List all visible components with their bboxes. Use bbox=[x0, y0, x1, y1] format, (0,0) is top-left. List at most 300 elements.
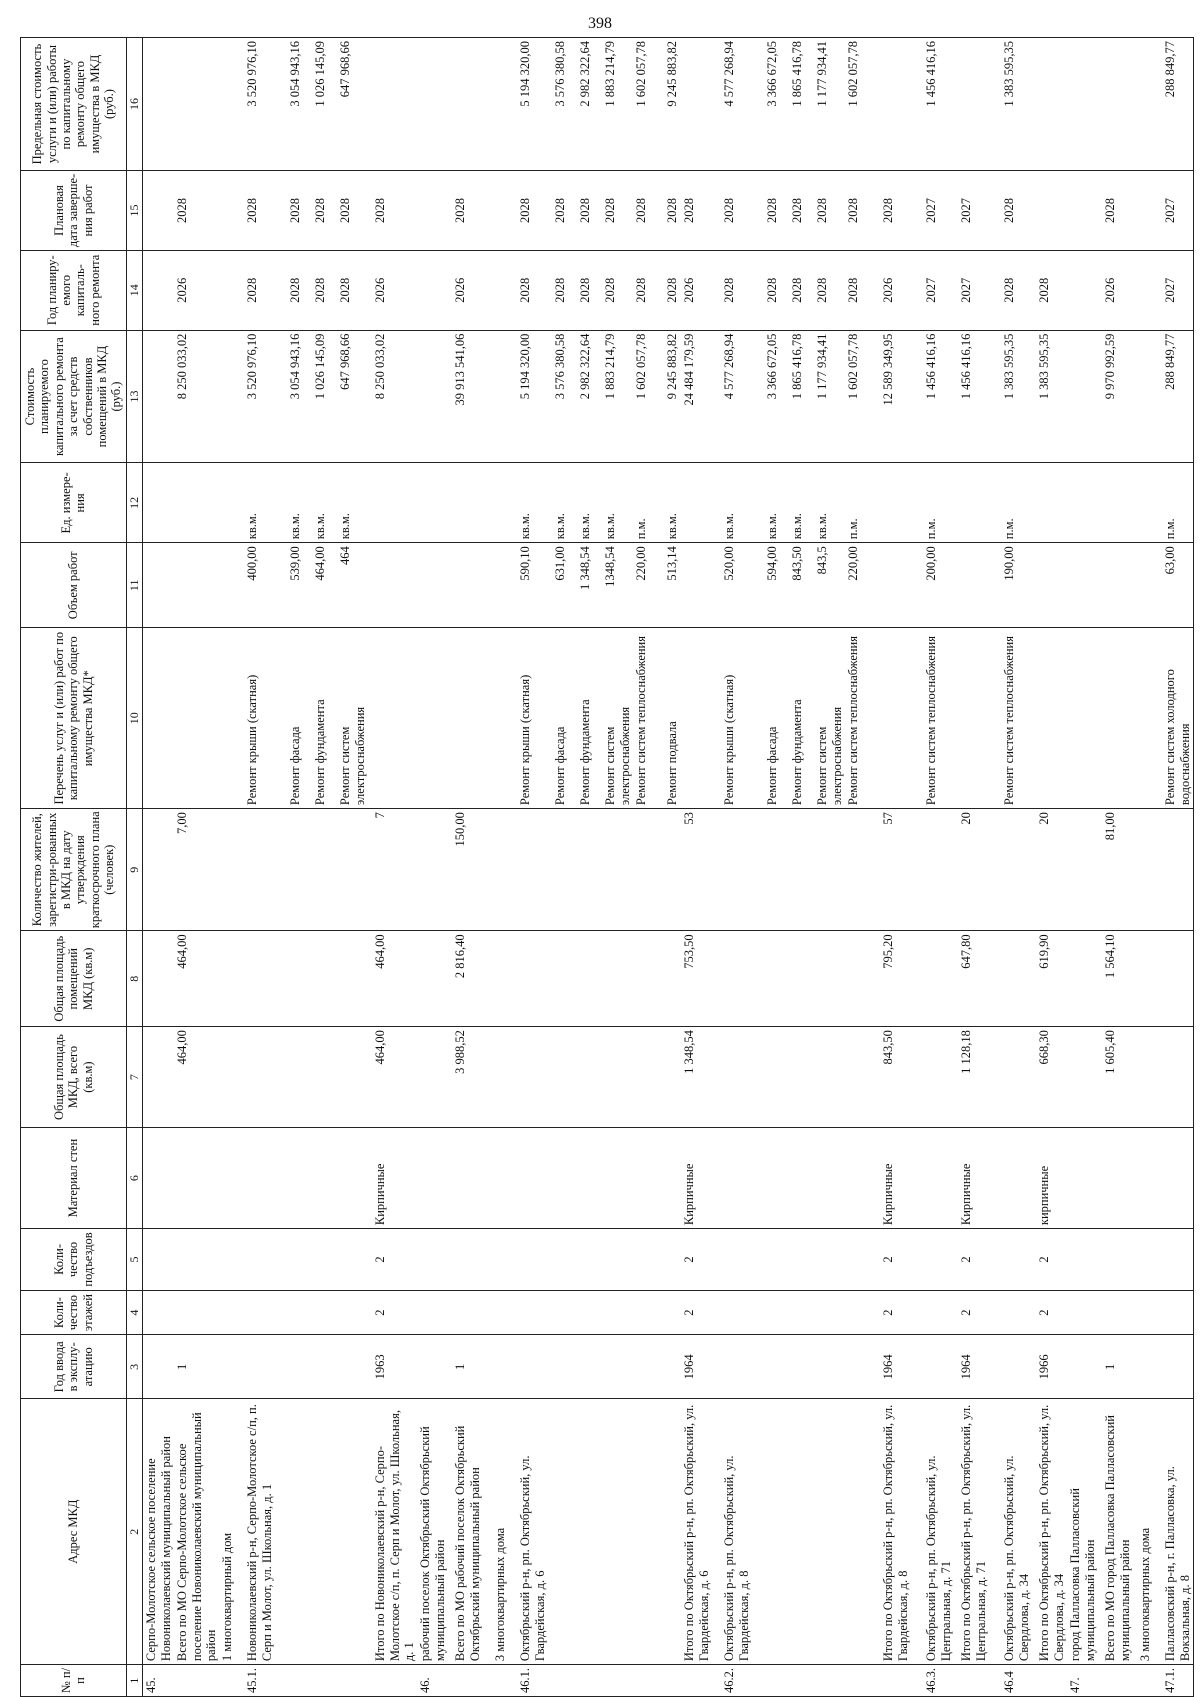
table-cell: 1 602 057,78 bbox=[633, 330, 664, 463]
table-cell: 1 348,54 bbox=[681, 1027, 721, 1128]
table-cell bbox=[1137, 1128, 1162, 1229]
column-number-cell: 3 bbox=[126, 1335, 143, 1399]
table-cell: 2027 bbox=[923, 171, 958, 251]
table-row bbox=[372, 38, 417, 1697]
table-cell: 47.1. bbox=[1162, 1665, 1194, 1697]
table-cell: п.м. bbox=[845, 463, 880, 543]
table-cell: Ремонт фасада bbox=[764, 628, 789, 809]
table-row bbox=[764, 38, 789, 1697]
table-cell: 12 589 349,95 bbox=[880, 330, 923, 463]
table-cell bbox=[552, 1665, 577, 1697]
table-cell: кв.м. bbox=[789, 463, 814, 543]
header-row bbox=[21, 38, 127, 1697]
table-cell bbox=[1162, 1335, 1194, 1399]
table-cell: 1 многоквартирный дом bbox=[219, 1399, 244, 1665]
table-cell bbox=[219, 330, 244, 463]
table-cell bbox=[721, 1027, 764, 1128]
header-cell: Коли-чество подъездов bbox=[21, 1229, 127, 1291]
header-cell: Год планиру-емого капиталь-ного ремонта bbox=[21, 250, 127, 330]
table-cell bbox=[1137, 463, 1162, 543]
table-cell bbox=[923, 1290, 958, 1335]
table-cell: кв.м. bbox=[721, 463, 764, 543]
table-cell bbox=[219, 1229, 244, 1291]
table-cell: 1 456 416,16 bbox=[958, 330, 1001, 463]
table-cell: 1 602 057,78 bbox=[845, 330, 880, 463]
table-cell: 2028 bbox=[337, 250, 372, 330]
table-row bbox=[681, 38, 721, 1697]
table-cell bbox=[633, 1399, 664, 1665]
table-cell bbox=[789, 1399, 814, 1665]
table-cell: 843,50 bbox=[789, 543, 814, 628]
table-cell bbox=[1102, 543, 1137, 628]
table-cell: 2 982 322,64 bbox=[577, 330, 602, 463]
table-cell: 5 194 320,00 bbox=[517, 330, 552, 463]
table-cell bbox=[845, 1290, 880, 1335]
table-cell bbox=[602, 1290, 633, 1335]
table-cell bbox=[337, 1399, 372, 1665]
table-cell: 46.3. bbox=[923, 1665, 958, 1697]
table-cell bbox=[789, 1290, 814, 1335]
table-cell bbox=[814, 931, 845, 1027]
table-cell: 2 816,40 bbox=[452, 931, 492, 1027]
table-cell: 46.4 bbox=[1001, 1665, 1036, 1697]
table-cell bbox=[789, 1128, 814, 1229]
table-cell bbox=[633, 1665, 664, 1697]
table-cell: 46.2. bbox=[721, 1665, 764, 1697]
table-cell bbox=[517, 1027, 552, 1128]
table-cell: 2028 bbox=[602, 171, 633, 251]
table-cell bbox=[602, 1027, 633, 1128]
table-cell: Ремонт систем электроснабжения bbox=[337, 628, 372, 809]
column-number-cell: 5 bbox=[126, 1229, 143, 1291]
table-cell bbox=[764, 809, 789, 931]
table-cell: Ремонт систем холодного водоснабжения bbox=[1162, 628, 1194, 809]
table-cell: кв.м. bbox=[764, 463, 789, 543]
table-cell: 3 многоквартирных дома bbox=[492, 1399, 517, 1665]
table-cell bbox=[845, 1399, 880, 1665]
table-cell: п.м. bbox=[1162, 463, 1194, 543]
table-cell bbox=[417, 250, 452, 330]
table-cell bbox=[1137, 38, 1162, 171]
table-cell: 1 602 057,78 bbox=[633, 38, 664, 171]
table-row bbox=[577, 38, 602, 1697]
table-cell bbox=[1137, 1229, 1162, 1291]
table-cell: Ремонт крыши (скатная) bbox=[517, 628, 552, 809]
table-cell: Ремонт систем электроснабжения bbox=[814, 628, 845, 809]
table-cell bbox=[219, 931, 244, 1027]
table-cell: 20 bbox=[1036, 809, 1067, 931]
table-cell: 1 177 934,41 bbox=[814, 38, 845, 171]
table-cell bbox=[244, 931, 287, 1027]
table-cell: кв.м. bbox=[517, 463, 552, 543]
table-cell bbox=[492, 1229, 517, 1291]
table-row bbox=[244, 38, 287, 1697]
table-cell bbox=[633, 1290, 664, 1335]
table-cell bbox=[287, 1229, 312, 1291]
table-cell: 2027 bbox=[1162, 171, 1194, 251]
table-cell bbox=[577, 1335, 602, 1399]
table-cell: п.м. bbox=[633, 463, 664, 543]
table-cell bbox=[814, 1290, 845, 1335]
table-cell: 8 250 033,02 bbox=[174, 330, 219, 463]
table-cell: Ремонт систем теплоснабжения bbox=[633, 628, 664, 809]
table-cell bbox=[417, 628, 452, 809]
table-cell bbox=[174, 543, 219, 628]
table-cell: 190,00 bbox=[1001, 543, 1036, 628]
table-row bbox=[219, 38, 244, 1697]
table-cell bbox=[174, 1290, 219, 1335]
table-cell: 1 605,40 bbox=[1102, 1027, 1137, 1128]
table-cell bbox=[1001, 1027, 1036, 1128]
table-cell bbox=[1036, 1665, 1067, 1697]
table-row bbox=[312, 38, 337, 1697]
table-cell bbox=[143, 931, 174, 1027]
table-cell bbox=[845, 809, 880, 931]
table-cell: 8 250 033,02 bbox=[372, 330, 417, 463]
table-cell: 2027 bbox=[958, 171, 1001, 251]
table-cell bbox=[492, 543, 517, 628]
table-cell: п.м. bbox=[923, 463, 958, 543]
table-cell: 2028 bbox=[602, 250, 633, 330]
capital-repair-table bbox=[20, 37, 1194, 1697]
table-cell: 4 577 268,94 bbox=[721, 330, 764, 463]
table-cell: 2 bbox=[681, 1229, 721, 1291]
table-cell bbox=[219, 1027, 244, 1128]
page-number: 398 bbox=[588, 15, 612, 32]
table-cell: 594,00 bbox=[764, 543, 789, 628]
column-number-cell: 4 bbox=[126, 1290, 143, 1335]
table-cell: Всего по МО Серпо-Молотское сельское поселение Новониколаевский муниципальный район bbox=[174, 1399, 219, 1665]
table-cell bbox=[577, 1027, 602, 1128]
table-cell: Новониколаевский р-н, Серпо-Молотское с/п, п. Серп и Молот, ул. Школьная, д. 1 bbox=[244, 1399, 287, 1665]
table-cell: 464,00 bbox=[372, 1027, 417, 1128]
table-cell bbox=[452, 543, 492, 628]
table-cell bbox=[312, 1665, 337, 1697]
table-cell: 45.1. bbox=[244, 1665, 287, 1697]
table-row bbox=[958, 38, 1001, 1697]
table-cell bbox=[219, 1290, 244, 1335]
column-number-cell: 6 bbox=[126, 1128, 143, 1229]
table-cell bbox=[880, 543, 923, 628]
column-number-cell: 13 bbox=[126, 330, 143, 463]
table-cell bbox=[1137, 1665, 1162, 1697]
table-cell bbox=[602, 1229, 633, 1291]
table-cell bbox=[814, 1027, 845, 1128]
table-cell: 45. bbox=[143, 1665, 174, 1697]
table-cell bbox=[219, 1665, 244, 1697]
table-cell bbox=[577, 1128, 602, 1229]
table-cell bbox=[1102, 463, 1137, 543]
table-cell bbox=[517, 1335, 552, 1399]
table-cell: Октябрьский р-н, рп. Октябрьский, ул. Свердлова, д. 34 bbox=[1001, 1399, 1036, 1665]
table-cell bbox=[312, 1399, 337, 1665]
header-cell: Ед. измере-ния bbox=[21, 463, 127, 543]
table-cell: 1 348,54 bbox=[577, 543, 602, 628]
header-cell: Год ввода в эксплу-атацию bbox=[21, 1335, 127, 1399]
table-cell: Ремонт систем теплоснабжения bbox=[1001, 628, 1036, 809]
header-cell: Материал стен bbox=[21, 1128, 127, 1229]
table-cell bbox=[372, 628, 417, 809]
table-cell bbox=[1067, 931, 1102, 1027]
table-cell bbox=[1137, 543, 1162, 628]
table-cell: 1 383 595,35 bbox=[1001, 330, 1036, 463]
table-cell bbox=[664, 1229, 681, 1291]
table-cell bbox=[417, 1229, 452, 1291]
table-cell bbox=[1162, 1128, 1194, 1229]
table-cell: 843,5 bbox=[814, 543, 845, 628]
table-cell bbox=[552, 931, 577, 1027]
table-cell bbox=[337, 931, 372, 1027]
table-cell: 2026 bbox=[174, 250, 219, 330]
table-cell bbox=[880, 1665, 923, 1697]
table-cell: Ремонт систем электроснабжения bbox=[602, 628, 633, 809]
table-cell: 5 194 320,00 bbox=[517, 38, 552, 171]
table-cell: 2028 bbox=[174, 171, 219, 251]
table-row bbox=[814, 38, 845, 1697]
table-cell: 2027 bbox=[923, 250, 958, 330]
table-cell: 2028 bbox=[633, 171, 664, 251]
table-cell bbox=[219, 463, 244, 543]
table-cell: 2028 bbox=[845, 250, 880, 330]
table-cell: 2 982 322,64 bbox=[577, 38, 602, 171]
table-cell bbox=[219, 543, 244, 628]
table-cell bbox=[287, 1665, 312, 1697]
table-cell bbox=[602, 1399, 633, 1665]
table-cell bbox=[1067, 543, 1102, 628]
table-cell: 1 456 416,16 bbox=[923, 330, 958, 463]
table-cell: кирпичные bbox=[1036, 1128, 1067, 1229]
table-cell: 1 865 416,78 bbox=[789, 38, 814, 171]
table-cell bbox=[452, 1128, 492, 1229]
table-cell bbox=[552, 1128, 577, 1229]
table-cell: Кирпичные bbox=[681, 1128, 721, 1229]
table-cell: 57 bbox=[880, 809, 923, 931]
table-cell bbox=[633, 931, 664, 1027]
table-cell: 1963 bbox=[372, 1335, 417, 1399]
table-cell: 3 366 672,05 bbox=[764, 38, 789, 171]
table-cell bbox=[337, 1335, 372, 1399]
table-cell bbox=[764, 1229, 789, 1291]
table-cell bbox=[492, 1290, 517, 1335]
table-cell: 81,00 bbox=[1102, 809, 1137, 931]
table-cell bbox=[633, 1335, 664, 1399]
table-cell: 647 968,66 bbox=[337, 330, 372, 463]
table-cell: 464,00 bbox=[312, 543, 337, 628]
table-cell bbox=[492, 38, 517, 171]
table-cell: 2028 bbox=[721, 250, 764, 330]
table-cell bbox=[789, 1027, 814, 1128]
table-cell bbox=[452, 628, 492, 809]
table-cell bbox=[1067, 171, 1102, 251]
table-cell bbox=[219, 809, 244, 931]
table-cell bbox=[417, 171, 452, 251]
table-cell: 7,00 bbox=[174, 809, 219, 931]
table-cell bbox=[1067, 330, 1102, 463]
table-cell bbox=[602, 1128, 633, 1229]
table-cell bbox=[492, 330, 517, 463]
table-cell bbox=[417, 809, 452, 931]
table-cell: 2028 bbox=[372, 171, 417, 251]
header-cell: Стоимость планируемого капитального ремонта за счет средств собственников помещений в МКД (руб.) bbox=[21, 330, 127, 463]
table-cell bbox=[492, 250, 517, 330]
table-cell: 3 054 943,16 bbox=[287, 38, 312, 171]
column-number-cell: 9 bbox=[126, 809, 143, 931]
table-cell bbox=[337, 1027, 372, 1128]
table-cell: кв.м. bbox=[287, 463, 312, 543]
table-cell bbox=[219, 171, 244, 251]
table-cell: 47. bbox=[1067, 1665, 1102, 1697]
table-cell bbox=[492, 809, 517, 931]
table-cell bbox=[958, 463, 1001, 543]
table-cell bbox=[602, 1335, 633, 1399]
table-cell: 1 865 416,78 bbox=[789, 330, 814, 463]
table-row bbox=[417, 38, 452, 1697]
table-cell: 150,00 bbox=[452, 809, 492, 931]
table-row bbox=[789, 38, 814, 1697]
table-cell: 2028 bbox=[1036, 250, 1067, 330]
table-cell: 3 576 380,58 bbox=[552, 330, 577, 463]
table-cell bbox=[664, 1399, 681, 1665]
table-cell: 647 968,66 bbox=[337, 38, 372, 171]
table-cell bbox=[1102, 38, 1137, 171]
table-cell: 46. bbox=[417, 1665, 452, 1697]
table-cell: 631,00 bbox=[552, 543, 577, 628]
table-cell bbox=[244, 1229, 287, 1291]
table-cell: 1 128,18 bbox=[958, 1027, 1001, 1128]
table-cell bbox=[174, 628, 219, 809]
table-cell bbox=[681, 1665, 721, 1697]
table-cell: 1 026 145,09 bbox=[312, 330, 337, 463]
table-cell bbox=[1102, 1229, 1137, 1291]
table-cell bbox=[1102, 1290, 1137, 1335]
header-cell: № п/п bbox=[21, 1665, 127, 1697]
column-number-cell: 2 bbox=[126, 1399, 143, 1665]
table-cell bbox=[143, 809, 174, 931]
table-cell: 2028 bbox=[312, 171, 337, 251]
table-cell: 288 849,77 bbox=[1162, 330, 1194, 463]
table-cell: 53 bbox=[681, 809, 721, 931]
table-cell bbox=[312, 1128, 337, 1229]
table-cell: 200,00 bbox=[923, 543, 958, 628]
table-cell: 1 bbox=[174, 1335, 219, 1399]
column-number-row bbox=[126, 38, 143, 1697]
table-cell: 2028 bbox=[577, 171, 602, 251]
table-cell bbox=[814, 809, 845, 931]
table-cell bbox=[312, 809, 337, 931]
table-cell: кв.м. bbox=[814, 463, 845, 543]
table-cell bbox=[174, 1128, 219, 1229]
column-number-cell: 12 bbox=[126, 463, 143, 543]
table-cell: Кирпичные bbox=[958, 1128, 1001, 1229]
table-row bbox=[337, 38, 372, 1697]
table-cell: Ремонт подвала bbox=[664, 628, 681, 809]
table-cell bbox=[681, 463, 721, 543]
table-cell: Итого по Октябрьский р-н, рп. Октябрьский, ул. Центральная, д. 71 bbox=[958, 1399, 1001, 1665]
table-cell: 464,00 bbox=[372, 931, 417, 1027]
table-cell: Ремонт фасада bbox=[287, 628, 312, 809]
table-cell: 590,10 bbox=[517, 543, 552, 628]
table-cell bbox=[1102, 1128, 1137, 1229]
table-cell: Октябрьский р-н, рп. Октябрьский, ул. Гвардейская, д. 8 bbox=[721, 1399, 764, 1665]
table-cell bbox=[664, 1665, 681, 1697]
table-cell bbox=[312, 931, 337, 1027]
table-cell bbox=[372, 543, 417, 628]
table-cell bbox=[764, 1665, 789, 1697]
table-cell: 795,20 bbox=[880, 931, 923, 1027]
table-cell: 2028 bbox=[517, 171, 552, 251]
table-cell: Серпо-Молотское сельское поселение Новониколаевский муниципальный район bbox=[143, 1399, 174, 1665]
table-row bbox=[143, 38, 174, 1697]
table-cell: 1348,54 bbox=[602, 543, 633, 628]
table-cell: 1 883 214,79 bbox=[602, 330, 633, 463]
table-cell bbox=[789, 1229, 814, 1291]
table-cell: 2028 bbox=[552, 171, 577, 251]
table-cell: 2028 bbox=[664, 250, 681, 330]
table-cell bbox=[1067, 38, 1102, 171]
table-cell bbox=[287, 1128, 312, 1229]
table-cell: 3 многоквартирных дома bbox=[1137, 1399, 1162, 1665]
table-cell bbox=[517, 809, 552, 931]
table-cell: Итого по Октябрьский р-н, рп. Октябрьский, ул. Гвардейская, д. 8 bbox=[880, 1399, 923, 1665]
table-cell bbox=[814, 1399, 845, 1665]
table-cell bbox=[417, 1027, 452, 1128]
table-cell: 1 bbox=[1102, 1335, 1137, 1399]
table-cell bbox=[552, 1290, 577, 1335]
table-cell: Всего по МО город Палласовка Палласовский муниципальный район bbox=[1102, 1399, 1137, 1665]
table-cell bbox=[577, 1399, 602, 1665]
column-number-cell: 11 bbox=[126, 543, 143, 628]
header-cell: Предельная стоимость услуги и (или) работы по капитальному ремонту общего имущества в МКД (руб.) bbox=[21, 38, 127, 171]
table-cell bbox=[552, 1229, 577, 1291]
table-row bbox=[721, 38, 764, 1697]
table-cell: 2 bbox=[681, 1290, 721, 1335]
table-cell bbox=[1036, 38, 1067, 171]
table-cell bbox=[958, 628, 1001, 809]
table-cell: 1 564,10 bbox=[1102, 931, 1137, 1027]
header-cell: Перечень услуг и (или) работ по капитальному ремонту общего имущества МКД* bbox=[21, 628, 127, 809]
table-cell bbox=[417, 1128, 452, 1229]
table-cell bbox=[1067, 250, 1102, 330]
table-cell bbox=[337, 1128, 372, 1229]
table-row bbox=[492, 38, 517, 1697]
table-cell bbox=[845, 1027, 880, 1128]
table-row bbox=[1102, 38, 1137, 1697]
header-cell: Общая площадь МКД, всего (кв.м) bbox=[21, 1027, 127, 1128]
table-cell bbox=[1067, 1229, 1102, 1291]
table-cell bbox=[1067, 809, 1102, 931]
table-cell bbox=[244, 809, 287, 931]
table-cell bbox=[958, 1665, 1001, 1697]
table-cell bbox=[417, 463, 452, 543]
table-cell: 619,90 bbox=[1036, 931, 1067, 1027]
table-cell: 400,00 bbox=[244, 543, 287, 628]
table-cell: 3 520 976,10 bbox=[244, 38, 287, 171]
table-cell bbox=[287, 1290, 312, 1335]
table-cell bbox=[517, 1229, 552, 1291]
table-cell bbox=[789, 1335, 814, 1399]
table-cell: 9 970 992,59 bbox=[1102, 330, 1137, 463]
table-cell bbox=[143, 1128, 174, 1229]
table-row bbox=[633, 38, 664, 1697]
table-cell bbox=[577, 809, 602, 931]
table-row bbox=[1162, 38, 1194, 1697]
table-cell: Итого по Новониколаевский р-н, Серпо-Молотское с/п, п. Серп и Молот, ул. Школьная, д. 1 bbox=[372, 1399, 417, 1665]
table-cell: п.м. bbox=[1001, 463, 1036, 543]
table-cell: 2028 bbox=[789, 171, 814, 251]
table-cell: 2028 bbox=[789, 250, 814, 330]
table-cell bbox=[492, 1027, 517, 1128]
table-cell: 2026 bbox=[681, 250, 721, 330]
